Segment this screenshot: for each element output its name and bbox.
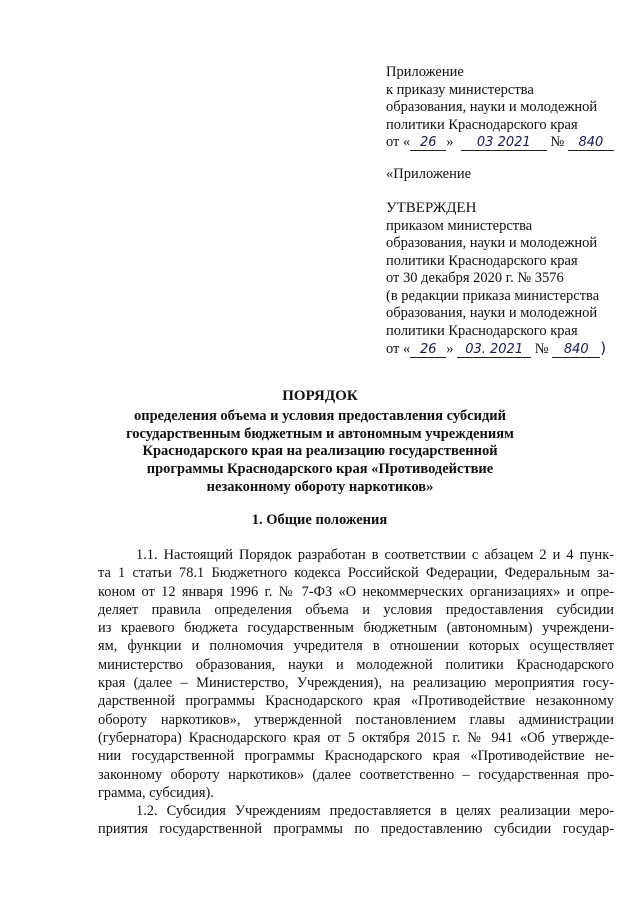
appendix-line: образования, науки и молодежной: [386, 99, 598, 115]
approved-line: от 30 декабря 2020 г. № 3576: [386, 270, 564, 286]
approved-line: приказом министерства: [386, 217, 533, 234]
appendix-block: [386, 64, 614, 152]
date-mid: »: [446, 341, 454, 357]
appendix-line: Приложение: [386, 64, 464, 80]
title-line: определения объема и условия предоставления субсидий: [133, 407, 507, 424]
paragraph-line: законному обороту наркотиков» (далее соответственно – государственная про-: [98, 766, 614, 783]
paragraph-line: приятия государственной программы по предоставлению субсидии государ-: [98, 821, 614, 838]
prilozhenie-label: «Приложение: [386, 166, 472, 182]
appendix-line: политики Краснодарского края: [386, 116, 578, 133]
approved-line: образования, науки и молодежной: [386, 305, 598, 321]
section-heading: 1. Общие положения: [251, 512, 388, 528]
approved-line: политики Краснодарского края: [386, 322, 578, 339]
title-line: государственным бюджетным и автономным учреждениям: [126, 425, 514, 442]
paragraph-line: деляет правила определения объема и условия предоставления субсидии: [98, 601, 614, 618]
approved-block: [386, 200, 606, 359]
paragraph-line: нии государственной программы Краснодарского края «Противодействие не-: [98, 748, 614, 765]
number-sign: №: [550, 134, 565, 150]
closing-parenthesis: ): [600, 339, 607, 357]
approved-line: образования, науки и молодежной: [386, 235, 598, 251]
paragraph-line: края (далее – Министерство, Учреждения), на реализацию мероприятия госу-: [98, 675, 614, 692]
paragraph-line: из краевого бюджета государственным бюджетным (автономным) учреждени-: [98, 620, 614, 637]
appendix-line: к приказу министерства: [386, 81, 534, 98]
paragraph-line: министерство образования, науки и молодежной политики Краснодарского: [98, 656, 614, 673]
handwritten-day: 26: [410, 136, 446, 151]
paragraph-line: дарственной программы Краснодарского края «Противодействие незаконному: [98, 693, 614, 710]
approved-line: (в редакции приказа министерства: [386, 287, 600, 304]
title-line: Краснодарского края на реализацию государственной: [142, 443, 498, 460]
approved-heading: УТВЕРЖДЕН: [386, 200, 477, 216]
appendix-date-line: [386, 134, 614, 152]
handwritten-month-year: 03. 2021: [457, 343, 531, 358]
date-prefix: от «: [386, 134, 411, 150]
handwritten-day: 26: [410, 343, 446, 358]
title-line: незаконному обороту наркотиков»: [206, 478, 434, 495]
paragraph-line: 1.2. Субсидия Учреждениям предоставляется в целях реализации меро-: [136, 803, 614, 820]
paragraph-line: коном от 12 января 1996 г. № 7-ФЗ «О некоммерческих организациях» и опре-: [98, 583, 614, 600]
approved-line: политики Краснодарского края: [386, 252, 578, 269]
paragraph-line: грамма, субсидия).: [98, 784, 214, 801]
handwritten-month-year: 03 2021: [461, 136, 547, 151]
number-sign: №: [534, 341, 549, 357]
paragraph-line: обороту наркотиков», утвержденной постановлением главы администрации: [98, 711, 614, 728]
paragraph-line: (губернатора) Краснодарского края от 5 октября 2015 г. № 941 «Об утвержде-: [98, 729, 614, 746]
paragraph-line: та 1 статьи 78.1 Бюджетного кодекса Российской Федерации, Федеральным за-: [98, 565, 614, 582]
title-line: программы Краснодарского края «Противодействие: [146, 461, 494, 478]
title-main: ПОРЯДОК: [282, 388, 358, 404]
date-prefix: от «: [386, 341, 411, 357]
document-title: [120, 388, 520, 497]
handwritten-number: 840: [568, 136, 614, 151]
paragraph-line: 1.1. Настоящий Порядок разработан в соответствии с абзацем 2 и 4 пунк-: [136, 547, 614, 563]
approved-date-line: [386, 340, 606, 359]
date-mid: »: [446, 134, 454, 150]
paragraph-line: ям, функции и полномочия учредителя в отношении которых осуществляет: [98, 638, 614, 655]
body-text: [98, 546, 614, 839]
handwritten-number: 840: [552, 343, 600, 358]
